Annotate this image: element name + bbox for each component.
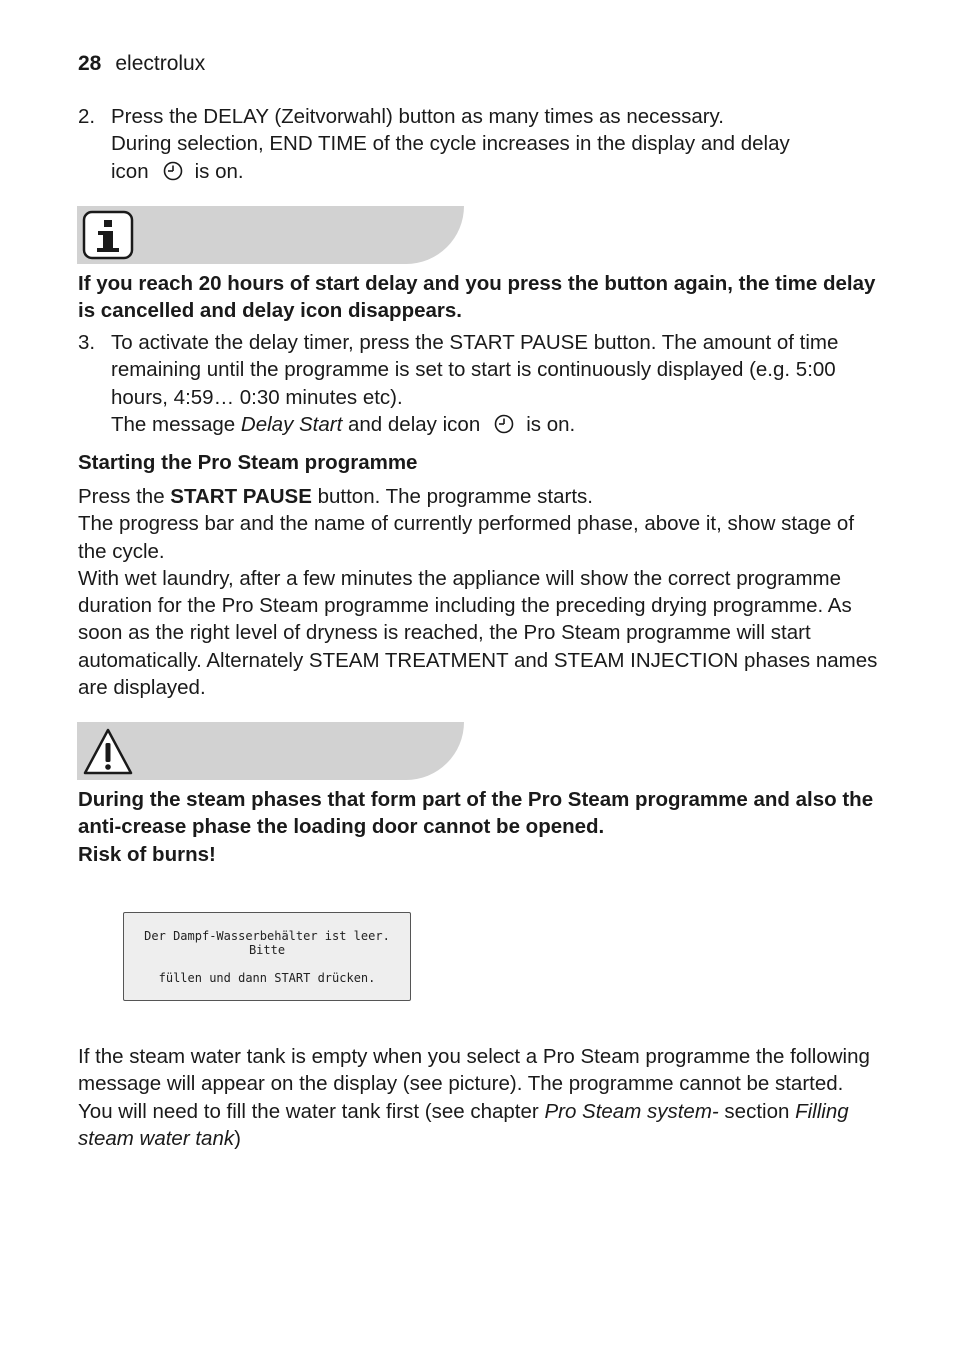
- info-icon: [82, 210, 134, 260]
- section-p2: The progress bar and the name of currently performed phase, above it, show stage of the cycle.: [78, 512, 855, 563]
- step-2-line-3: icon is on.: [111, 158, 878, 188]
- section-body: [78, 483, 878, 701]
- step-2-line-1: Press the DELAY (Zeitvorwahl) button as many times as necessary.: [111, 105, 724, 128]
- final-paragraph: If the steam water tank is empty when you select a Pro Steam programme the following message will appear on the display (see picture). The programme cannot be started. You will need to fill the water tank first (see chapter Pro Steam system- section Filling steam water tank): [78, 1045, 870, 1150]
- display-line-1: Der Dampf-Wasserbehälter ist leer. Bitte: [144, 929, 390, 957]
- step-2: [78, 103, 878, 188]
- brand-name: electrolux: [115, 52, 206, 75]
- warning-line-2: Risk of burns!: [78, 842, 216, 866]
- section-p3: With wet laundry, after a few minutes the appliance will show the correct programme duration for the Pro Steam programme including the preceding drying programme. As soon as the right level of dryness is reached, the Pro Steam programme will start automatically. Alternately STEAM TREATMENT and STEAM INJECTION phases names are displayed.: [78, 566, 878, 700]
- page-number: 28: [78, 52, 102, 75]
- warning-text: [78, 786, 878, 868]
- section-p1: Press the START PAUSE button. The programme starts.: [78, 485, 593, 508]
- step-3: [78, 329, 878, 441]
- clock-icon: [163, 161, 183, 188]
- step-3-text: To activate the delay timer, press the START PAUSE button. The amount of time remaining until the programme is set to start is continuously displayed (e.g. 5:00 hours, 4:59… 0:30 minutes etc).: [111, 331, 839, 409]
- step-3-message: The message Delay Start and delay icon is on.: [111, 411, 878, 441]
- warning-line-1: During the steam phases that form part of the Pro Steam programme and also the anti-crease phase the loading door cannot be opened.: [78, 788, 874, 839]
- info-banner: [77, 206, 464, 264]
- step-number: 3.: [78, 331, 96, 354]
- info-note-text: If you reach 20 hours of start delay and you press the button again, the time delay is cancelled and delay icon disappears.: [78, 272, 876, 323]
- page-header: [78, 52, 205, 76]
- display-line-2: füllen und dann START drücken.: [158, 971, 376, 985]
- display-screen: [123, 912, 411, 1001]
- warning-triangle-icon: [82, 726, 134, 778]
- section-heading: Starting the Pro Steam programme: [78, 451, 418, 474]
- clock-icon: [494, 414, 514, 441]
- step-2-line-2: During selection, END TIME of the cycle increases in the display and delay: [111, 132, 790, 156]
- warning-banner: [77, 722, 464, 780]
- step-number: 2.: [78, 105, 96, 128]
